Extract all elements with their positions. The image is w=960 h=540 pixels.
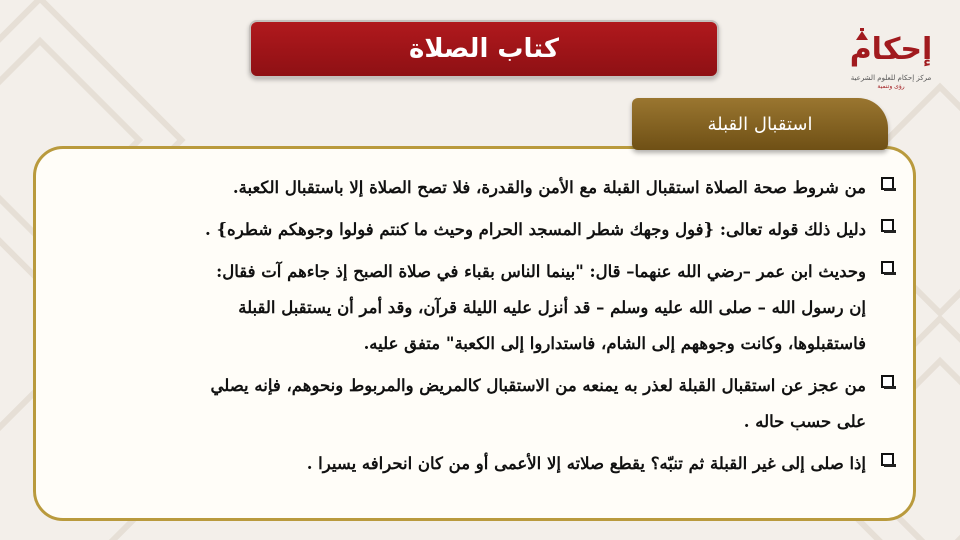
checkbox-bullet-icon xyxy=(881,375,894,388)
list-item xyxy=(60,170,896,206)
list-item xyxy=(60,254,896,362)
section-tab-label: استقبال القبلة xyxy=(707,113,813,135)
logo-subtitle: مركز إحكام للعلوم الشرعية xyxy=(850,74,932,82)
logo-tagline: رؤى وتنمية xyxy=(877,83,905,90)
list-item-line: على حسب حاله . xyxy=(743,412,866,431)
list-item-line: إن رسول الله – صلى الله عليه وسلم – قد أنزل عليه الليلة قرآن، وقد أمر أن يستقبل القبلة xyxy=(238,298,866,317)
list-item-line: وحديث ابن عمر –رضي الله عنهما– قال: "بينما الناس بقباء في صلاة الصبح إذ جاءهم آت فقال: xyxy=(216,262,866,281)
checkbox-bullet-icon xyxy=(881,261,894,274)
bullet-list xyxy=(60,170,896,488)
checkbox-bullet-icon xyxy=(881,219,894,232)
list-item-line: من شروط صحة الصلاة استقبال القبلة مع الأمن والقدرة، فلا تصح الصلاة إلا باستقبال الكعبة. xyxy=(232,178,866,197)
list-item-line: إذا صلى إلى غير القبلة ثم تنبّه؟ يقطع صلاته إلا الأعمى أو من كان انحرافه يسيرا . xyxy=(306,454,866,473)
section-tab xyxy=(632,98,888,150)
logo xyxy=(848,26,934,96)
checkbox-bullet-icon xyxy=(881,177,894,190)
list-item-line: دليل ذلك قوله تعالى: {فول وجهك شطر المسجد الحرام وحيث ما كنتم فولوا وجوهكم شطره} . xyxy=(204,220,866,239)
title-banner xyxy=(249,20,719,78)
page-title: كتاب الصلاة xyxy=(408,34,560,64)
list-item-line: من عجز عن استقبال القبلة لعذر به يمنعه من الاستقبال كالمريض والمربوط ونحوهم، فإنه يصلي xyxy=(210,376,866,395)
checkbox-bullet-icon xyxy=(881,453,894,466)
list-item-line: فاستقبلوها، وكانت وجوههم إلى الشام، فاستداروا إلى الكعبة" متفق عليه. xyxy=(363,334,866,353)
list-item xyxy=(60,212,896,248)
list-item xyxy=(60,446,896,482)
list-item xyxy=(60,368,896,440)
logo-name: إحكام xyxy=(849,32,933,67)
